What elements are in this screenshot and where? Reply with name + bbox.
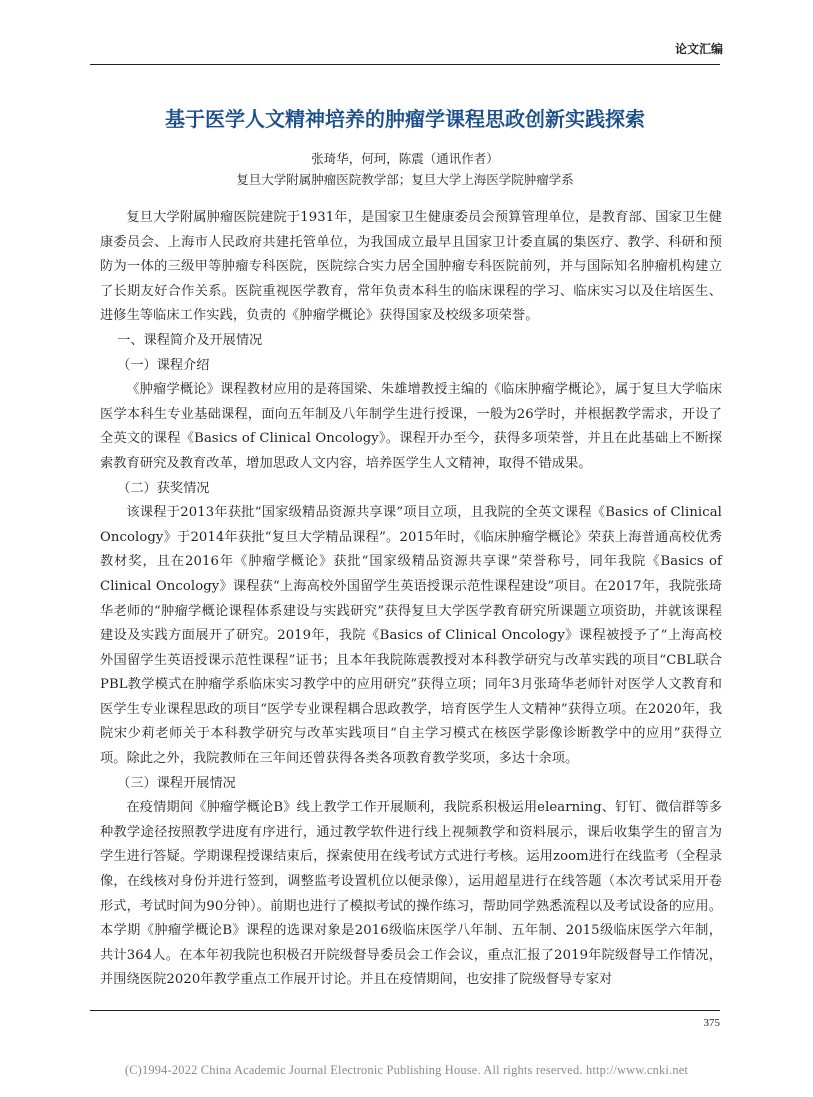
- section-heading-1: 一、课程简介及开展情况: [117, 332, 263, 348]
- subsection-heading-course-delivery: （三）课程开展情况: [117, 775, 236, 791]
- subsection-heading-awards: （二）获奖情况: [117, 480, 210, 496]
- course-intro-paragraph: 《肿瘤学概论》课程教材应用的是蒋国梁、朱雄增教授主编的《临床肿瘤学概论》，属于复旦大学临床医学本科生专业基础课程，面向五年制及八年制学生进行授课，一般为26学时，并根据教学需求，开设了全英文的课程《Basics of Clinical Oncology》。课程开办至今，获得多项荣誉，并且在此基础上不断探索教育研究及教育改革，增加思政人文内容，培养医学生人文精神，取得不错成果。: [100, 382, 722, 471]
- article-affiliation: 复旦大学附属肿瘤医院教学部；复旦大学上海医学院肿瘤学系: [236, 172, 574, 187]
- subsection-heading-course-intro: （一）课程介绍: [117, 357, 210, 373]
- journal-section-label: 论文汇编: [674, 42, 723, 56]
- awards-paragraph: 该课程于2013年获批“国家级精品资源共享课”项目立项，且我院的全英文课程《Basics of Clinical Oncology》于2014年获批“复旦大学精品课程”。2015年时，《临床肿瘤学概论》荣获上海普通高校优秀教材奖，且在2016年《肿瘤学概论》获批“国家级精品资源共享课”荣誉称号，同年我院《Basics of Clinical Oncology》课程获“上海高校外国留学生英语授课示范性课程建设”项目。在2017年，我院张琦华老师的“肿瘤学概论课程体系建设与实践研究”获得复旦大学医学教育研究所课题立项资助，并就该课程建设及实践方面展开了研究。2019年，我院《Basics of Clinical Oncology》课程被授予了“上海高校外国留学生英语授课示范性课程”证书；且本年我院陈震教授对本科教学研究与改革实践的项目“CBL联合PBL教学模式在肿瘤学系临床实习教学中的应用研究”获得立项；同年3月张琦华老师针对医学人文教育和医学生专业课程思政的项目“医学专业课程耦合思政教学，培育医学生人文精神”获得立项。在2020年，我院宋少莉老师关于本科教学研究与改革实践项目“自主学习模式在核医学影像诊断教学中的应用”获得立项。除此之外，我院教师在三年间还曾获得各类各项教育教学奖项，多达十余项。: [100, 505, 722, 767]
- page-number: 375: [703, 1017, 720, 1029]
- course-delivery-paragraph: 在疫情期间《肿瘤学概论B》线上教学工作开展顺利，我院系积极运用elearning、钉钉、微信群等多种教学途径按照教学进度有序进行，通过教学软件进行线上视频教学和资料展示，课后收集学生的留言为学生进行答疑。学期课程授课结束后，探索使用在线考试方式进行考核。运用zoom进行在线监考（全程录像，在线核对身份并进行签到，调整监考设置机位以便录像），运用超星进行在线答题（本次考试采用开卷形式，考试时间为90分钟）。前期也进行了模拟考试的操作练习，帮助同学熟悉流程以及考试设备的应用。本学期《肿瘤学概论B》课程的选课对象是2016级临床医学八年制、五年制、2015级临床医学六年制，共计364人。在本年初我院也积极召开院级督导委员会工作会议，重点汇报了2019年院级督导工作情况，并围绕医院2020年教学重点工作展开讨论。并且在疫情期间，也安排了院级督导专家对: [100, 800, 722, 988]
- header-rule: [90, 64, 720, 65]
- article-body: [100, 206, 722, 993]
- article-title: 基于医学人文精神培养的肿瘤学课程思政创新实践探索: [165, 107, 645, 131]
- copyright-notice: (C)1994-2022 China Academic Journal Electronic Publishing House. All rights reserved. http://www.cnki.net: [124, 1063, 689, 1077]
- article-authors: 张琦华，何珂，陈震（通讯作者）: [311, 151, 499, 166]
- footer-rule: [90, 1010, 720, 1011]
- intro-paragraph: 复旦大学附属肿瘤医院建院于1931年，是国家卫生健康委员会预算管理单位，是教育部、国家卫生健康委员会、上海市人民政府共建托管单位，为我国成立最早且国家卫计委直属的集医疗、教学、科研和预防为一体的三级甲等肿瘤专科医院，医院综合实力居全国肿瘤专科医院前列，并与国际知名肿瘤机构建立了长期友好合作关系。医院重视医学教育，常年负责本科生的临床课程的学习、临床实习以及住培医生、进修生等临床工作实践，负责的《肿瘤学概论》获得国家及校级多项荣誉。: [100, 210, 722, 324]
